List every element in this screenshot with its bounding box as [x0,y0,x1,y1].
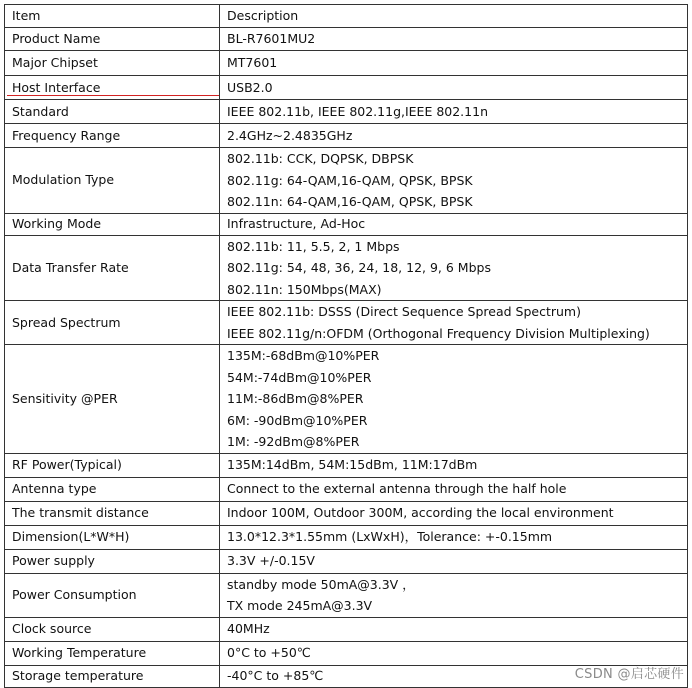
description-line: 6M: -90dBm@10%PER [227,412,368,428]
row-item-label: Power supply [5,549,220,573]
description-line: -40°C to +85℃ [227,668,324,683]
header-description: Description [220,5,688,28]
row-description [220,301,688,345]
row-description [220,501,688,525]
row-item-label: RF Power(Typical) [5,453,220,477]
description-line: 802.11b: 11, 5.5, 2, 1 Mbps [227,238,400,254]
row-item-label: Standard [5,100,220,124]
row-description [220,345,688,454]
row-description [220,477,688,501]
row-description [220,100,688,124]
table-row [5,525,688,549]
row-description [220,525,688,549]
table-row [5,100,688,124]
row-description [220,124,688,148]
description-line: 802.11g: 64-QAM,16-QAM, QPSK, BPSK [227,172,473,188]
description-line: IEEE 802.11b: DSSS (Direct Sequence Spread Spectrum) [227,304,581,319]
description-line: Connect to the external antenna through the half hole [227,481,567,496]
description-line: 13.0*12.3*1.55mm (LxWxH)，Tolerance: +-0.15mm [227,529,553,544]
description-line [227,104,488,119]
row-item-label: Clock source [5,617,220,641]
table-row [5,301,688,345]
table-row [5,124,688,148]
description-line: Infrastructure, Ad-Hoc [227,216,366,231]
table-row [5,641,688,665]
table-row [5,76,688,100]
row-description [220,76,688,100]
header-row [5,5,688,28]
row-item-label: Major Chipset [5,51,220,76]
description-line: BL-R7601MU2 [227,31,316,46]
row-item-label: Working Temperature [5,641,220,665]
description-line: standby mode 50mA@3.3V ， [227,576,415,592]
table-row [5,549,688,573]
description-line: 0°C to +50℃ [227,645,311,660]
description-line: 2.4GHz~2.4835GHz [227,127,353,143]
row-item-label: The transmit distance [5,501,220,525]
highlighted-text: IEEE 802.11b, IEEE 802.11g,IEEE 802.11n [227,102,488,122]
row-description [220,549,688,573]
row-item-label: Storage temperature [5,665,220,687]
row-description [220,641,688,665]
header-item: Item [5,5,220,28]
description-line [227,595,687,617]
row-item-label: Product Name [5,28,220,51]
spec-sheet [4,4,687,688]
table-row [5,213,688,235]
description-line: 802.11n: 64-QAM,16-QAM, QPSK, BPSK [227,194,473,209]
table-row [5,148,688,214]
spec-table [4,4,688,688]
description-line: MT7601 [227,55,278,70]
description-line [227,553,315,568]
description-line: 11M:-86dBm@8%PER [227,391,364,406]
row-item-label: Spread Spectrum [5,301,220,345]
row-item-label: Dimension(L*W*H) [5,525,220,549]
description-line: 802.11n: 150Mbps(MAX) [227,281,382,297]
description-line: 135M:14dBm, 54M:15dBm, 11M:17dBm [227,457,478,472]
description-line: IEEE 802.11g/n:OFDM (Orthogonal Frequency Division Multiplexing) [227,325,650,341]
highlight-underline [7,95,220,97]
row-item-label: Sensitivity @PER [5,345,220,454]
row-description [220,573,688,617]
row-description [220,235,688,301]
row-description [220,148,688,214]
row-description [220,453,688,477]
row-description [220,617,688,641]
table-row [5,28,688,51]
row-item-label: Working Mode [5,213,220,235]
table-row [5,345,688,454]
description-line: 802.11g: 54, 48, 36, 24, 18, 12, 9, 6 Mbps [227,260,491,275]
watermark: CSDN @启芯硬件 [574,667,684,682]
row-description [220,28,688,51]
highlighted-text: 3.3V +/-0.15V [227,551,315,571]
row-item-label: Antenna type [5,477,220,501]
description-line: 802.11b: CCK, DQPSK, DBPSK [227,151,414,166]
row-item-label: Power Consumption [5,573,220,617]
highlighted-text: USB2.0 [227,78,273,98]
table-row [5,477,688,501]
row-item-label: Host Interface [5,76,220,100]
row-item-label: Modulation Type [5,148,220,214]
highlighted-text: TX mode 245mA@3.3V [227,595,372,617]
row-item-label: Data Transfer Rate [5,235,220,301]
table-row [5,51,688,76]
description-line: 40MHz [227,621,270,636]
table-row [5,235,688,301]
row-description [220,213,688,235]
table-row [5,453,688,477]
description-line: Indoor 100M, Outdoor 300M, according the local environment [227,505,614,520]
description-line: 135M:-68dBm@10%PER [227,348,380,363]
row-item-label: Frequency Range [5,124,220,148]
row-description [220,51,688,76]
table-row [5,573,688,617]
description-line [227,80,273,95]
description-line: 54M:-74dBm@10%PER [227,369,372,385]
description-line: 1M: -92dBm@8%PER [227,434,360,449]
table-row [5,617,688,641]
table-row [5,501,688,525]
